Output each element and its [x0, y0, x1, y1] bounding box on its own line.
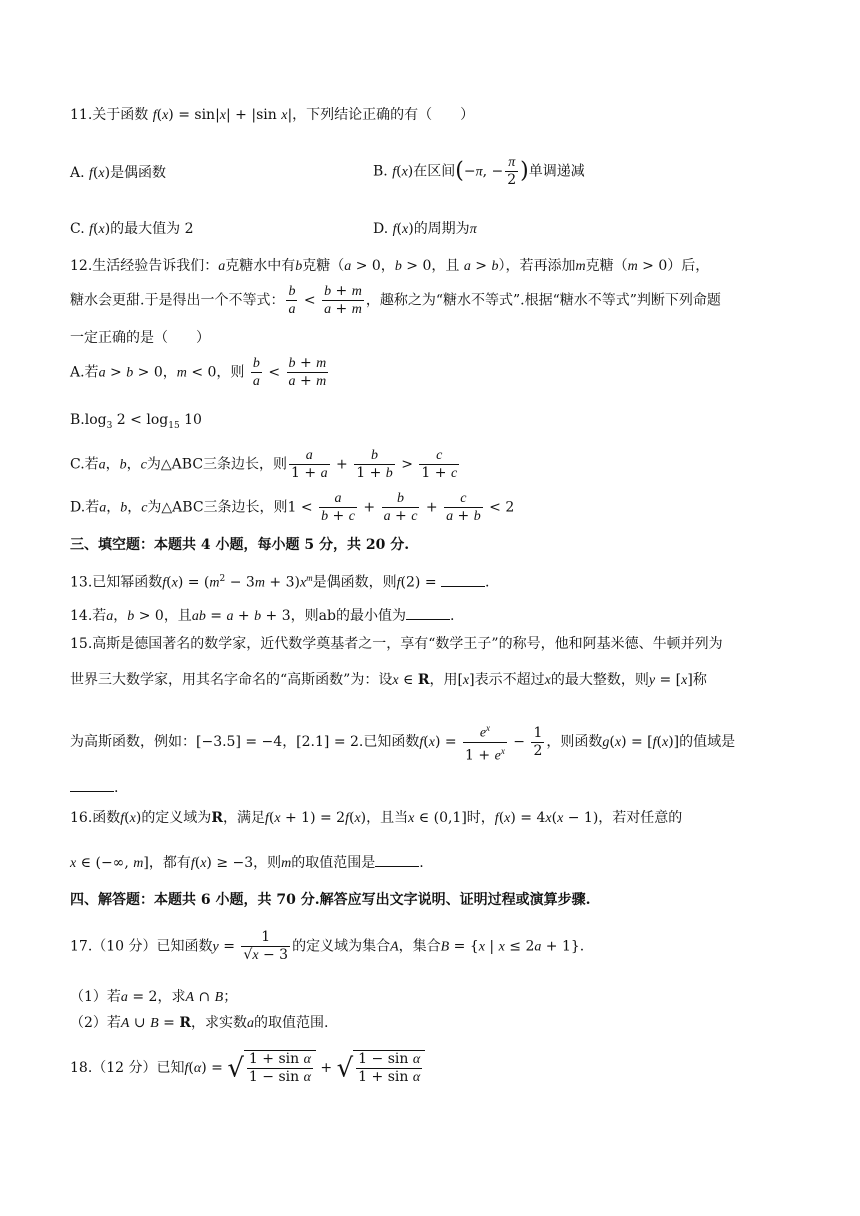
q15-l2b: ，用 [429, 672, 458, 688]
q12-l1a: 12.生活经验告诉我们： [70, 258, 219, 274]
q13-suffix: 是偶函数，则 [312, 574, 397, 591]
q15-l2a: 世界三大数学家，用其名字命名的“高斯函数”为：设 [70, 672, 393, 688]
q12-line2: 糖水会更甜.于是得出一个不等式： $\frac{b}{a}$ < $\frac{b + m}{a + m}$ ，趣称之为“糖水不等式”.根据“糖水不等式”判断下列命题 [70, 283, 721, 317]
q11-stem: 11.关于函数 f(x) = sin|x| + |sin x|，下列结论正确的有（ ） [70, 107, 475, 123]
q17-mid: 的定义域为集合 [292, 938, 391, 955]
q16-l1e: 时， [466, 810, 495, 826]
q16-l1b: 的定义域为 [141, 810, 212, 826]
q11-c-label: C. [70, 221, 85, 237]
q17-p2b: ，求实数 [190, 1015, 247, 1031]
q12-c-mid: 为△ABC三条边长，则 [146, 456, 288, 473]
q12-line1: 12.生活经验告诉我们：a克糖水中有b克糖（a > 0，b > 0，且 a > b），若再添加m克糖（m > 0）后， [70, 258, 710, 274]
q12-a-prefix: A.若 [70, 364, 99, 381]
q11-a-text: 是偶函数 [110, 165, 167, 181]
q11-prefix: 11.关于函数 [70, 107, 149, 123]
q16-l2a: ，都有 [148, 855, 191, 871]
q12-l2a: 糖水会更甜.于是得出一个不等式： [70, 292, 285, 309]
answer-blank [375, 854, 419, 867]
q15-l3b: .已知函数 [358, 734, 420, 751]
q16-l1a: 16.函数 [70, 810, 121, 826]
q11-d-text: 的周期为 [413, 221, 470, 237]
section-4-heading: 四、解答题：本题共 6 小题，共 70 分.解答应写出文字说明、证明过程或演算步骤. [70, 892, 591, 908]
q14-mid: ，且 [163, 608, 192, 624]
answer-blank [441, 574, 485, 587]
q12-l1b: 克糖水中有 [225, 258, 296, 274]
q12-l1d: ），若再添加 [498, 258, 576, 274]
q12-l1c: 克糖（ [302, 258, 345, 274]
q16-line1: 16.函数f(x)的定义域为R，满足f(x + 1) = 2f(x)，且当x ∈ (0,1]时，f(x) = 4x(x − 1)，若对任意的 [70, 810, 683, 826]
q11-b-text1: 在区间 [413, 163, 456, 180]
q16-l2b: ，则 [253, 855, 282, 871]
q12-l1e: 克糖（ [585, 258, 628, 274]
q15-l2c: 表示不超过 [474, 672, 545, 688]
q12-line3: 一定正确的是（ ） [70, 330, 210, 346]
q13-prefix: 13.已知幂函数 [70, 574, 163, 591]
answer-blank [406, 607, 450, 620]
q16-l1f: ，若对任意的 [598, 810, 683, 826]
answer-blank [70, 779, 114, 792]
q17-p2a: （2）若 [70, 1015, 121, 1031]
q12-a-mid: ，则 [216, 364, 245, 381]
q15-l3d: 的值域是 [679, 734, 736, 751]
q12-l1f: ）后， [667, 258, 710, 274]
q12-option-a: A.若a > b > 0，m < 0，则 $\frac{b}{a}$ < $\frac{b + m}{a + m}$ [70, 355, 327, 389]
q14: 14.若a，b > 0，且ab = a + b + 3，则ab的最小值为 . [70, 608, 455, 624]
q12-option-d: D.若a，b，c为△ABC三条边长，则1 < $\frac{a}{b + c}$ + $\frac{b}{a + c}$ + $\frac{c}{a + b}$ < 2 [70, 491, 515, 524]
q11-d-label: D. [373, 221, 389, 237]
q11-option-c: C. f(x)的最大值为 2 [70, 221, 194, 237]
q12-d-mid: 为△ABC三条边长，则 [147, 499, 288, 516]
q17-stem: 17.（10 分）已知函数y = $\frac{1}{√x - 3}$ 的定义域为集合A，集合B = {x | x ≤ 2a + 1}. [70, 929, 585, 963]
q15-l3a: 为高斯函数，例如： [70, 734, 196, 751]
q16-l1d: ，且当 [366, 810, 409, 826]
q14-prefix: 14.若 [70, 608, 107, 624]
q12-l2b: ，趣称之为“糖水不等式”.根据“糖水不等式”判断下列命题 [365, 292, 721, 309]
q17-p1b: ，求 [157, 989, 186, 1005]
q12-option-c: C.若a，b，c为△ABC三条边长，则 $\frac{a}{1 + a}$ + $\frac{b}{1 + b}$ > $\frac{c}{1 + c}$ [70, 448, 458, 481]
q15-l2d: 的最大整数，则 [550, 672, 649, 688]
q17-prefix: 17.（10 分）已知函数 [70, 938, 213, 955]
q15-l3c: ，则函数 [546, 734, 603, 751]
q13: 13.已知幂函数$f(x) = (m^2 - 3m + 3)x^m$是偶函数，则f(2) = . [70, 573, 490, 591]
q15-answer: . [70, 778, 118, 798]
q18-prefix: 18.（12 分）已知 [70, 1060, 185, 1076]
q11-b-text2: 单调递减 [528, 163, 585, 180]
q12-b-label: B. [70, 412, 85, 428]
q11-option-b: B. f(x)在区间(−π, − $\frac{\pi}{2}$ )单调递减 [373, 155, 585, 188]
q17-part1: （1）若a = 2，求A ∩ B； [70, 989, 238, 1005]
q15-l2e: 称 [692, 672, 707, 688]
q12-option-b: $B.\log_3$ $2 < \log_{15} 10$ [70, 412, 202, 431]
q11-option-d: D. f(x)的周期为π [373, 221, 477, 237]
q15-line1: 15.高斯是德国著名的数学家，近代数学奠基者之一，享有“数学王子”的称号，他和阿基米德、牛顿并列为 [70, 636, 723, 652]
q15-line3: 为高斯函数，例如：[−3.5] = −4，[2.1] = 2.已知函数f(x) = $\frac{e^x}{1 + e^x}$ − $\frac{1}{2}$ ，则函数g(x) = [f(x)]的值域是 [70, 720, 735, 764]
q16-line2: x ∈ (−∞, m]，都有f(x) ≥ −3，则m的取值范围是 . [70, 855, 424, 871]
q11-c-text: 的最大值为 2 [110, 221, 194, 237]
q11-suffix: ，下列结论正确的有（ ） [292, 107, 475, 123]
q18-stem: 18.（12 分）已知f(α) = √ $\frac{\text{1 + sin α}}{\text{1 − sin α}}$ + √ $\frac{\text{1 − sin α}}{\text{1 + sin α}}$ [70, 1050, 425, 1086]
q12-d-prefix: D.若 [70, 499, 100, 516]
q11-a-label: A. [70, 165, 85, 181]
q12-c-prefix: C.若 [70, 456, 99, 473]
q17-part2: （2）若A ∪ B = R，求实数a的取值范围. [70, 1015, 329, 1031]
q17-p2c: 的取值范围. [253, 1015, 329, 1031]
q11-option-a: A. f(x)是偶函数 [70, 165, 167, 181]
q14-suffix: ，则ab的最小值为 [290, 608, 406, 624]
section-3-heading: 三、填空题：本题共 4 小题，每小题 5 分，共 20 分. [70, 537, 410, 553]
q17-p1a: （1）若 [70, 989, 121, 1005]
q15-line2: 世界三大数学家，用其名字命名的“高斯函数”为：设x ∈ R，用[x]表示不超过x的最大整数，则y = [x]称 [70, 672, 707, 688]
q17-mid2: ，集合 [398, 938, 441, 955]
q11-b-label: B. [373, 163, 388, 180]
q16-l2c: 的取值范围是 [291, 855, 376, 871]
q16-l1c: ，满足 [222, 810, 265, 826]
